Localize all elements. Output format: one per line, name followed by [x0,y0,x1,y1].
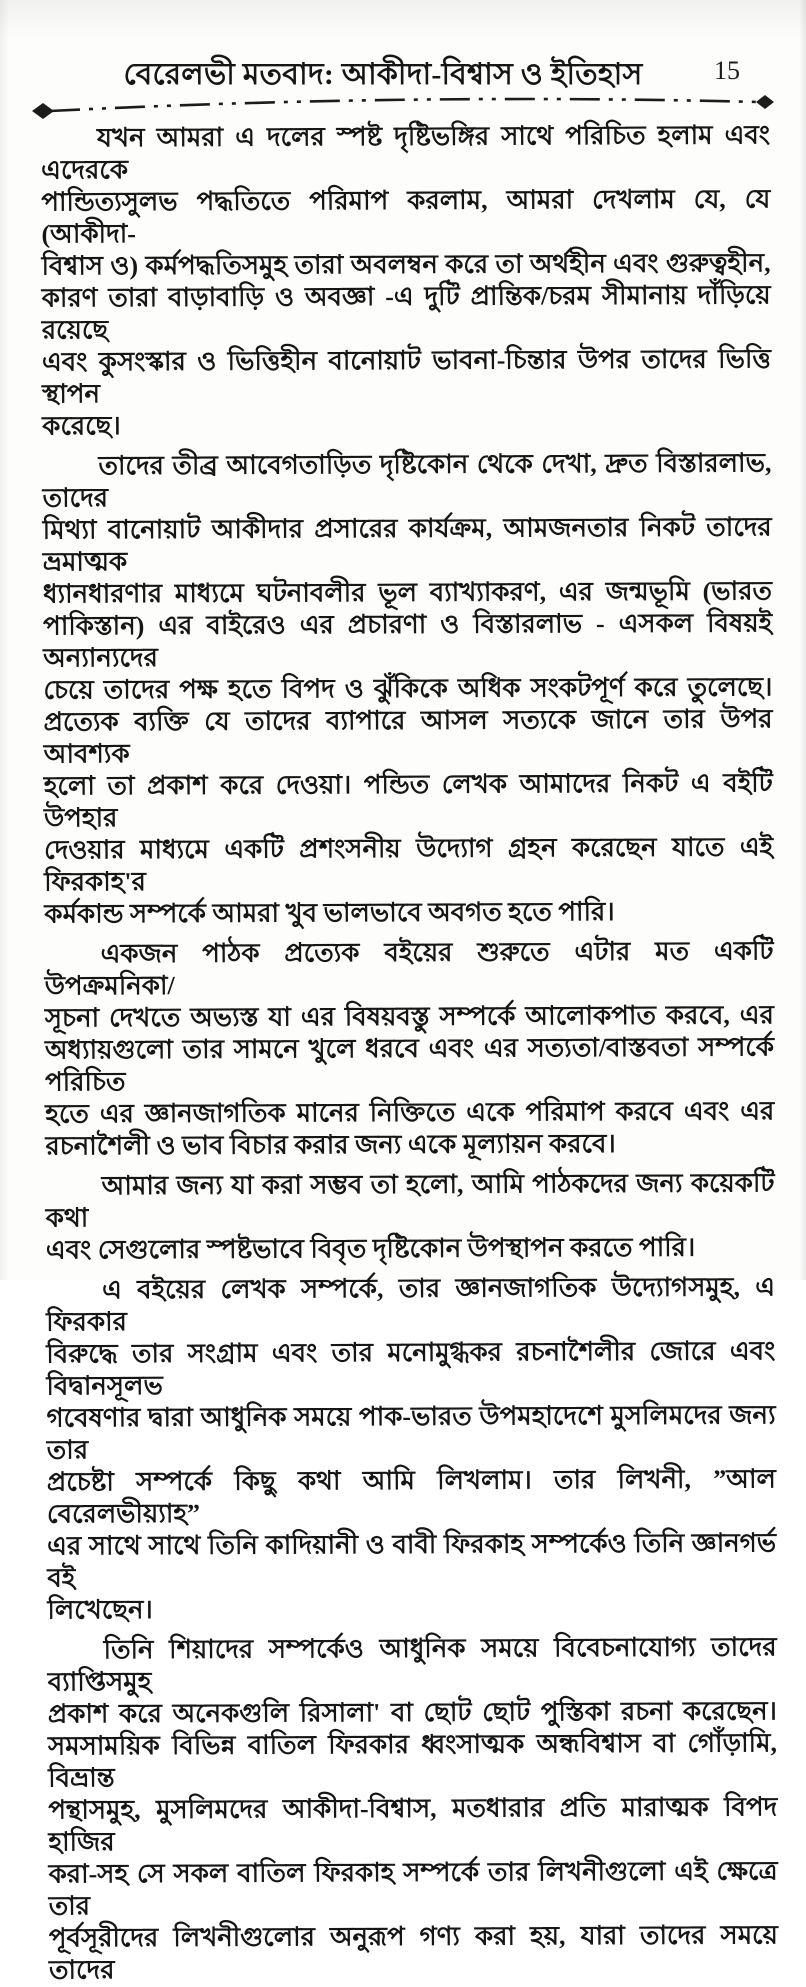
text-line: বিরুদ্ধে তার সংগ্রাম এবং তার মনোমুগ্ধকর রচনাশৈলীর জোরে এবং বিদ্বানসূলভ [46,1336,776,1401]
paragraph [46,1263,777,1626]
text-line: তাদের তীব্র আবেগতাড়িত দৃষ্টিকোন থেকে দেখা, দ্রুত বিস্তারলাভ, তাদের [42,448,772,513]
text-line: পন্থাসমুহ, মুসলিমদের আকীদা-বিশ্বাস, মতধারার প্রতি মারাত্মক বিপদ হাজির [48,1792,778,1857]
running-head-title: বেরেলভী মতবাদ: আকীদা-বিশ্বাস ও ইতিহাস [123,58,643,91]
text-line: যখন আমরা এ দলের স্পষ্ট দৃষ্টিভঙ্গির সাথে পরিচিত হলাম এবং এদেরকে [41,120,771,185]
paragraph [42,439,773,930]
left-diamond-icon [32,103,54,119]
text-line: আমার জন্য যা করা সম্ভব তা হলো, আমি পাঠকদের জন্য কয়েকটি কথা [45,1168,775,1233]
paragraph [41,119,771,442]
text-line: হতে এর জ্ঞানজাগতিক মানের নিক্তিতে একে পরিমাপ করবে এবং এর [45,1096,775,1129]
text-line: প্রচেষ্টা সম্পর্কে কিছু কথা আমি লিখলাম। তার লিখনী, ”আল বেরেলভীয়্যাহ” [46,1464,776,1529]
paragraph [45,1159,774,1266]
dash-dot-rule-line [50,99,758,111]
text-line: হলো তা প্রকাশ করে দেওয়া। পন্ডিত লেখক আমাদের নিকট এ বইটি উপহার [43,768,773,833]
text-line: এবং সেগুলোর স্পষ্টভাবে বিবৃত দৃষ্টিকোন উপস্থাপন করতে পারি। [45,1232,696,1265]
text-line: সমসাময়িক বিভিন্ন বাতিল ফিরকার ধ্বংসাত্মক অন্ধবিশ্বাস বা গোঁড়ামি, বিভ্রান্ত [47,1728,778,1793]
text-line: সূচনা দেখতে অভ্যস্ত যা এর বিষয়বস্তু সম্পর্কে আলোকপাত করবে, এর [44,1000,774,1033]
paragraph [44,927,774,1162]
text-line: মিথ্যা বানোয়াট আকীদার প্রসারের কার্যক্রম, আমজনতার নিকট তাদের ভ্রমাত্মক [42,512,772,577]
text-line: পান্ডিত্যসুলভ পদ্ধতিতে পরিমাপ করলাম, আমরা দেখলাম যে, যে (আকীদা- [41,184,771,249]
text-line: এবং কুসংস্কার ও ভিত্তিহীন বানোয়াট ভাবনা-চিন্তার উপর তাদের ভিত্তি স্থাপন [41,344,772,409]
text-line: পাকিস্তান) এর বাইরেও এর প্রচারণা ও বিস্তারলাভ - এসকল বিষয়ই অন্যান্যদের [43,608,773,673]
text-line: এর সাথে সাথে তিনি কাদিয়ানী ও বাবী ফিরকাহ সম্পর্কেও তিনি জ্ঞানগর্ভ বই [47,1528,777,1593]
page-body [41,119,778,1986]
text-line: লিখেছেন। [47,1595,153,1625]
right-diamond-icon [756,95,774,109]
text-line: প্রকাশ করে অনেকগুলি রিসালা' বা ছোট ছোট পুস্তিকা রচনা করেছেন। [47,1696,777,1729]
text-line: পূর্বসূরীদের লিখনীগুলোর অনুরূপ গণ্য করা হয়, যারা তাদের সময়ে তাদের [48,1920,778,1985]
text-line: দেওয়ার মাধ্যমে একটি প্রশংসনীয় উদ্যোগ গ্রহন করেছেন যাতে এই ফিরকাহ'র [44,832,774,897]
text-line: করেছে। [42,411,121,441]
page-header [0,50,806,92]
text-line: এ বইয়ের লেখক সম্পর্কে, তার জ্ঞানজাগতিক উদ্যোগসমুহ, এ ফিরকার [46,1272,776,1337]
text-line: বিশ্বাস ও) কর্মপদ্ধতিসমুহ তারা অবলম্বন করে তা অর্থহীন এবং গুরুত্বহীন, [41,248,771,281]
text-line: গবেষণার দ্বারা আধুনিক সময়ে পাক-ভারত উপমহাদেশে মুসলিমদের জন্য তার [46,1400,776,1465]
text-line: ধ্যানধারণার মাধ্যমে ঘটনাবলীর ভূল ব্যাখ্যাকরণ, এর জন্মভূমি (ভারত [42,576,773,609]
text-line: কারণ তারা বাড়াবাড়ি ও অবজ্ঞা -এ দুটি প্রান্তিক/চরম সীমানায় দাঁড়িয়ে রয়েছে [41,280,771,345]
text-line: চেয়ে তাদের পক্ষ হতে বিপদ ও ঝুঁকিকে অধিক সংকটপূর্ণ করে তুলেছে। [43,672,773,705]
page-number: 15 [714,56,740,85]
text-line: রচনাশৈলী ও ভাব বিচার করার জন্য একে মূল্যায়ন করবে। [45,1129,616,1161]
text-line: তিনি শিয়াদের সম্পর্কেও আধুনিক সময়ে বিবেচনাযোগ্য তাদের ব্যাপ্তিসমুহ [47,1632,777,1697]
text-line: প্রত্যেক ব্যক্তি যে তাদের ব্যাপারে আসল সত্যকে জানে তার উপর আবশ্যক [43,704,773,769]
text-line: কর্মকান্ড সম্পর্কে আমরা খুব ভালভাবে অবগত হতে পারি। [44,897,615,929]
text-line: করা-সহ সে সকল বাতিল ফিরকাহ সম্পর্কে তার লিখনীগুলো এই ক্ষেত্রে তার [48,1856,778,1921]
text-line: একজন পাঠক প্রত্যেক বইয়ের শুরুতে এটার মত একটি উপক্রমনিকা/ [44,936,774,1001]
text-line: অধ্যায়গুলো তার সামনে খুলে ধরবে এবং এর সত্যতা/বাস্তবতা সম্পর্কে পরিচিত [44,1032,775,1097]
paragraph [47,1623,778,1986]
